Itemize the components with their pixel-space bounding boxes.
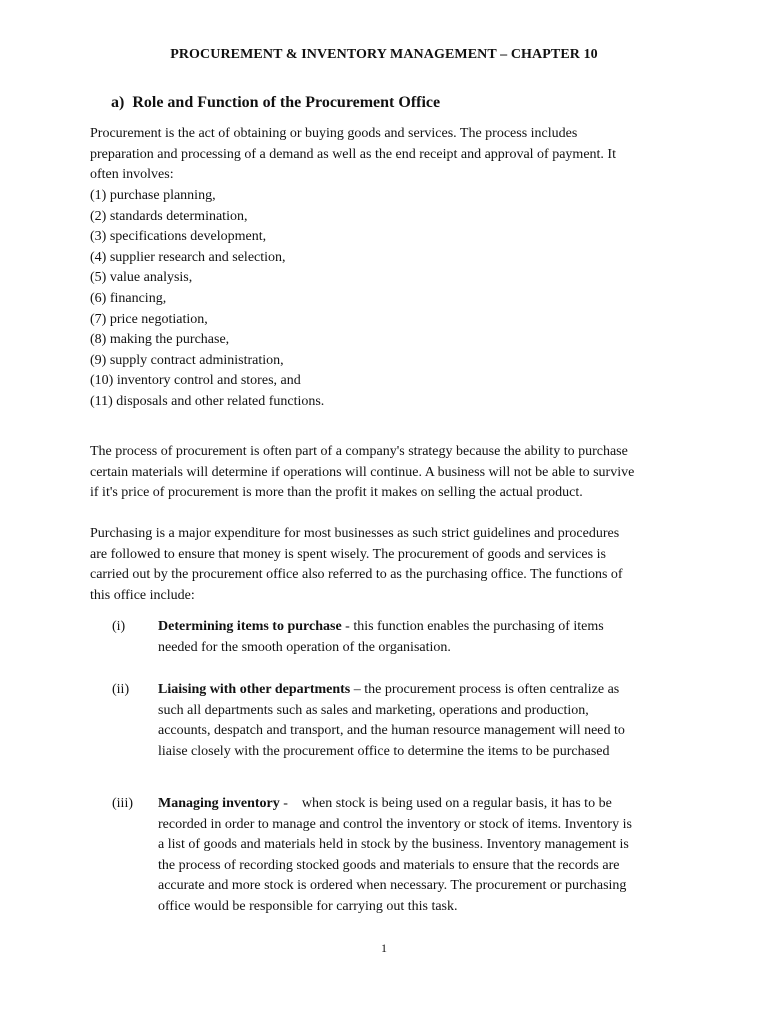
list-item: (11) disposals and other related functions. — [90, 393, 325, 409]
function-text: - when stock is being used on a regular basis, it has to be — [279, 796, 612, 811]
function-line: such all departments such as sales and marketing, operations and production, — [158, 702, 589, 718]
section-heading — [111, 94, 440, 112]
function-line: recorded in order to manage and control the inventory or stock of items. Inventory is — [158, 816, 632, 832]
procurement-activities-list — [90, 186, 690, 413]
function-text: – the procurement process is often centralize as — [350, 682, 620, 697]
list-item: (8) making the purchase, — [90, 332, 230, 348]
paragraph-line: often involves: — [90, 167, 174, 183]
list-item: (1) purchase planning, — [90, 188, 216, 203]
list-item: (4) supplier research and selection, — [90, 249, 286, 265]
list-item: (5) value analysis, — [90, 270, 193, 286]
list-item: (9) supply contract administration, — [90, 352, 284, 368]
document-title: PROCUREMENT & INVENTORY MANAGEMENT – CHAPTER 10 — [170, 47, 598, 62]
intro-paragraph — [90, 124, 690, 186]
paragraph-line: Purchasing is a major expenditure for most businesses as such strict guidelines and procedures — [90, 526, 620, 541]
function-term: Determining items to purchase — [158, 619, 342, 634]
function-line: needed for the smooth operation of the organisation. — [158, 639, 451, 655]
paragraph-line: are followed to ensure that money is spent wisely. The procurement of goods and services is — [90, 546, 606, 562]
function-content — [158, 794, 698, 918]
function-number: (i) — [112, 619, 126, 634]
paragraph-line: certain materials will determine if operations will continue. A business will not be able to survive — [90, 464, 635, 480]
function-term: Liaising with other departments — [158, 682, 351, 697]
list-item: (6) financing, — [90, 290, 167, 306]
list-item: (2) standards determination, — [90, 208, 248, 224]
function-first-line — [158, 794, 698, 815]
function-line: the process of recording stocked goods and materials to ensure that the records are — [158, 857, 620, 873]
page-number: 1 — [381, 941, 387, 955]
paragraph-line: Procurement is the act of obtaining or buying goods and services. The process includes — [90, 126, 578, 141]
list-item: (10) inventory control and stores, and — [90, 373, 301, 389]
function-first-line — [158, 680, 698, 701]
paragraph-line: if it's price of procurement is more than the profit it makes on selling the actual product. — [90, 485, 583, 501]
function-line: a list of goods and materials held in stock by the business. Inventory management is — [158, 837, 629, 853]
paragraph-line: carried out by the procurement office also referred to as the purchasing office. The functions of — [90, 567, 623, 583]
list-item: (3) specifications development, — [90, 229, 267, 245]
function-term: Managing inventory — [158, 796, 280, 811]
strategy-paragraph — [90, 442, 690, 504]
function-content — [158, 617, 698, 658]
function-line: office would be responsible for carrying out this task. — [158, 898, 458, 914]
function-number: (iii) — [112, 796, 133, 811]
function-number: (ii) — [112, 682, 130, 697]
purchasing-paragraph — [90, 524, 690, 606]
function-first-line — [158, 617, 698, 638]
paragraph-line: this office include: — [90, 587, 195, 603]
function-line: accounts, despatch and transport, and the human resource management will need to — [158, 723, 625, 739]
list-item: (7) price negotiation, — [90, 311, 208, 327]
function-content — [158, 680, 698, 762]
paragraph-line: preparation and processing of a demand as well as the end receipt and approval of payment. It — [90, 146, 616, 162]
section-heading-text: Role and Function of the Procurement Office — [132, 94, 441, 111]
function-text: - this function enables the purchasing of items — [341, 619, 604, 634]
function-line: accurate and more stock is ordered when necessary. The procurement or purchasing — [158, 878, 627, 894]
section-letter: a) — [111, 94, 125, 111]
function-line: liaise closely with the procurement office to determine the items to be purchased — [158, 743, 610, 759]
paragraph-line: The process of procurement is often part of a company's strategy because the ability to purchase — [90, 444, 628, 459]
